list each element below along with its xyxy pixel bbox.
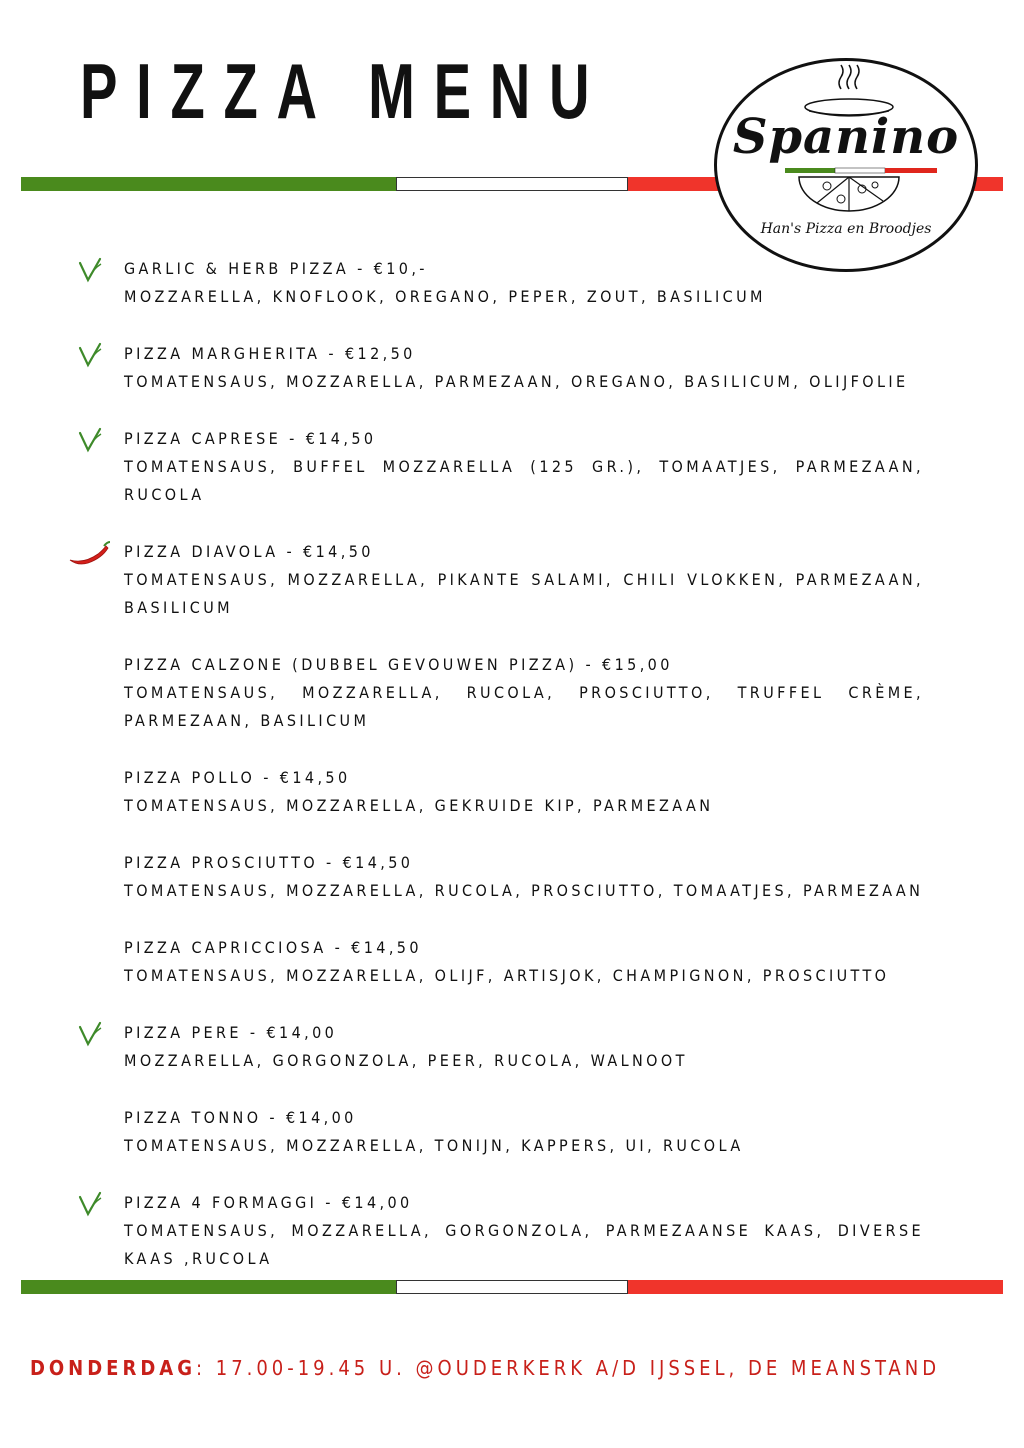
vegetarian-icon — [76, 1021, 106, 1047]
brand-subtitle: Han's Pizza en Broodjes — [760, 221, 932, 237]
menu-item — [124, 1189, 924, 1273]
italian-flag-divider-bottom — [21, 1280, 1003, 1294]
footer-schedule — [0, 1356, 970, 1380]
menu-item-ingredients: TOMATENSAUS, MOZZARELLA, RUCOLA, PROSCIUTTO, TRUFFEL CRÈME, PARMEZAAN, BASILICUM — [124, 683, 924, 730]
menu-item — [124, 651, 924, 735]
menu-item — [124, 340, 924, 396]
menu-item-ingredients: TOMATENSAUS, MOZZARELLA, OLIJF, ARTISJOK, CHAMPIGNON, PROSCIUTTO — [124, 966, 890, 985]
menu-item-ingredients: TOMATENSAUS, MOZZARELLA, RUCOLA, PROSCIUTTO, TOMAATJES, PARMEZAAN — [124, 881, 924, 900]
menu-item-name: PIZZA MARGHERITA - €12,50 — [124, 344, 416, 363]
menu-item-name: PIZZA PERE - €14,00 — [124, 1023, 338, 1042]
footer-details: : 17.00-19.45 U. @OUDERKERK A/D IJSSEL, DE MEANSTAND — [195, 1356, 941, 1380]
vegetarian-icon — [76, 427, 106, 453]
menu-item-ingredients: TOMATENSAUS, MOZZARELLA, GEKRUIDE KIP, PARMEZAAN — [124, 796, 714, 815]
chili-icon — [68, 540, 112, 566]
menu-item-ingredients: TOMATENSAUS, MOZZARELLA, TONIJN, KAPPERS, UI, RUCOLA — [124, 1136, 744, 1155]
vegetarian-icon — [76, 257, 106, 283]
vegetarian-icon — [76, 1191, 106, 1217]
menu-item-ingredients: MOZZARELLA, GORGONZOLA, PEER, RUCOLA, WALNOOT — [124, 1051, 688, 1070]
menu-item-name: PIZZA DIAVOLA - €14,50 — [124, 542, 374, 561]
menu-item-name: PIZZA CALZONE (DUBBEL GEVOUWEN PIZZA) - €15,00 — [124, 655, 673, 674]
menu-item-ingredients: TOMATENSAUS, MOZZARELLA, GORGONZOLA, PARMEZAANSE KAAS, DIVERSE KAAS ,RUCOLA — [124, 1221, 924, 1268]
menu-item — [124, 255, 924, 311]
menu-list — [124, 255, 924, 1302]
menu-item-ingredients: MOZZARELLA, KNOFLOOK, OREGANO, PEPER, ZOUT, BASILICUM — [124, 287, 766, 306]
pizza-illustration-icon — [717, 61, 975, 269]
page-title: PIZZA MENU — [80, 47, 609, 135]
menu-item-name: PIZZA TONNO - €14,00 — [124, 1108, 357, 1127]
footer-day: DONDERDAG — [29, 1356, 196, 1380]
menu-item — [124, 934, 924, 990]
menu-item-ingredients: TOMATENSAUS, MOZZARELLA, PIKANTE SALAMI, CHILI VLOKKEN, PARMEZAAN, BASILICUM — [124, 570, 924, 617]
menu-item — [124, 1104, 924, 1160]
spanino-logo — [714, 58, 978, 272]
menu-item-name: PIZZA CAPRICCIOSA - €14,50 — [124, 938, 422, 957]
vegetarian-icon — [76, 342, 106, 368]
menu-item — [124, 538, 924, 622]
menu-item-ingredients: TOMATENSAUS, BUFFEL MOZZARELLA (125 GR.), TOMAATJES, PARMEZAAN, RUCOLA — [124, 457, 924, 504]
menu-item-name: PIZZA POLLO - €14,50 — [124, 768, 351, 787]
menu-item-name: PIZZA 4 FORMAGGI - €14,00 — [124, 1193, 413, 1212]
menu-item — [124, 425, 924, 509]
menu-item-name: PIZZA PROSCIUTTO - €14,50 — [124, 853, 414, 872]
menu-item-name: PIZZA CAPRESE - €14,50 — [124, 429, 377, 448]
brand-name: Spanino — [732, 109, 960, 165]
menu-item-name: GARLIC & HERB PIZZA - €10,- — [124, 259, 428, 278]
menu-item — [124, 849, 924, 905]
menu-item — [124, 764, 924, 820]
menu-item-ingredients: TOMATENSAUS, MOZZARELLA, PARMEZAAN, OREGANO, BASILICUM, OLIJFOLIE — [124, 372, 909, 391]
menu-item — [124, 1019, 924, 1075]
